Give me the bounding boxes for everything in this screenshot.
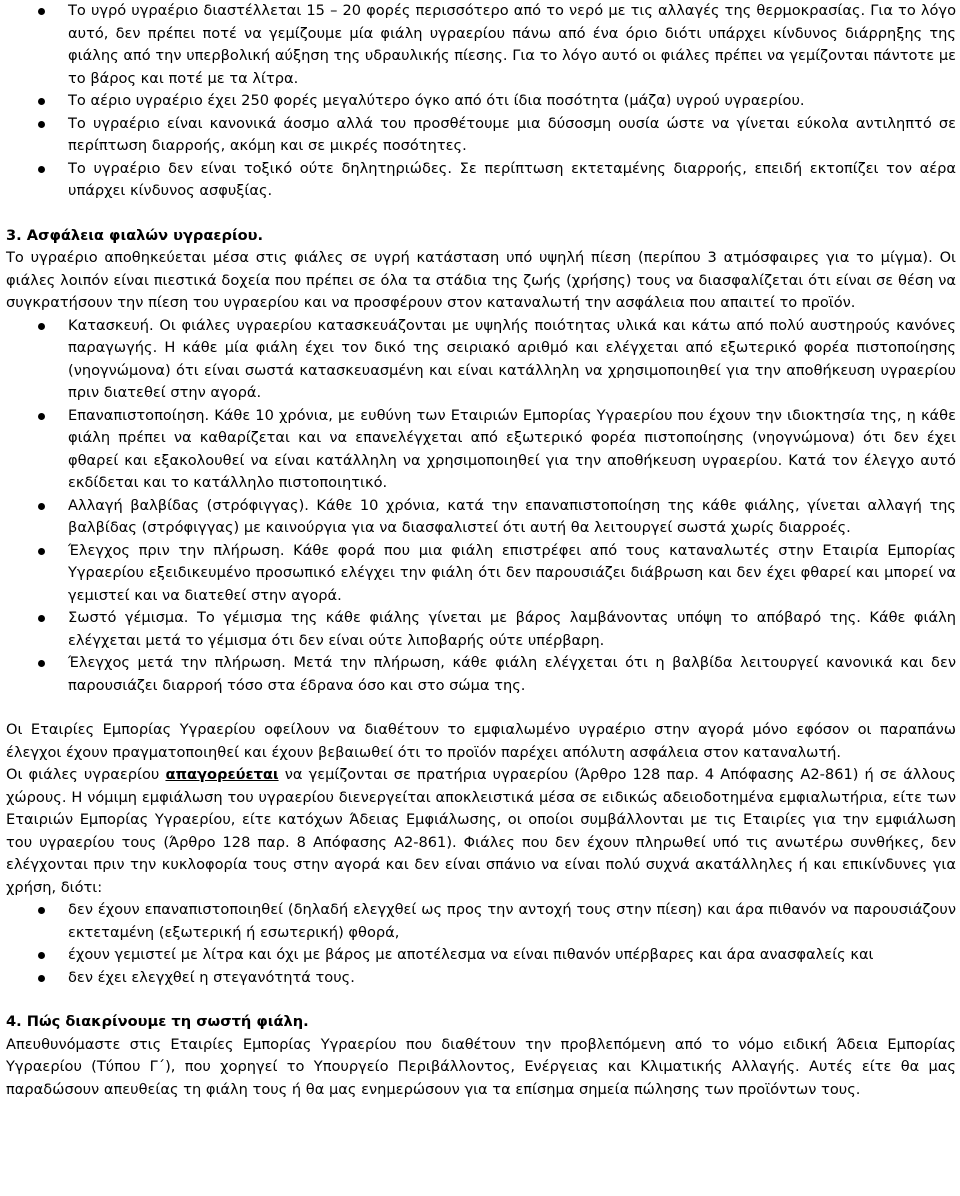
paragraph-text: Οι φιάλες υγραερίου	[6, 766, 166, 783]
list-item: Έλεγχος μετά την πλήρωση. Μετά την πλήρωση, κάθε φιάλη ελέγχεται ότι η βαλβίδα λειτουργεί κανονικά και δεν παρουσιάζει διαρροή τόσο στα έδρανα όσο και στο σώμα της.	[6, 652, 956, 697]
list-item: έχουν γεμιστεί με λίτρα και όχι με βάρος με αποτέλεσμα να είναι πιθανόν υπέρβαρες και άρα ανασφαλείς και	[6, 944, 956, 967]
properties-list	[6, 0, 956, 203]
list-item: Κατασκευή. Οι φιάλες υγραερίου κατασκευάζονται με υψηλής ποιότητας υλικά και κάτω από πολύ αυστηρούς κανόνες παραγωγής. Η κάθε μία φιάλη έχει τον δικό της σειριακό αριθμό και ελέγχεται από εξωτερικό φορέα πιστοποίησης (νηογνώμονα) ότι είναι σωστά κατασκευασμένη και είναι κατάλληλη να χρησιμοποιηθεί για την αποθήκευση υγραερίου πριν διατεθεί στην αγορά.	[6, 315, 956, 405]
list-item: Αλλαγή βαλβίδας (στρόφιγγας). Κάθε 10 χρόνια, κατά την επαναπιστοποίηση της κάθε φιάλης, γίνεται αλλαγή της βαλβίδας (στρόφιγγας) με καινούργια για να διασφαλιστεί ότι αυτή θα λειτουργεί σωστά χωρίς διαρροές.	[6, 495, 956, 540]
list-item: Σωστό γέμισμα. Το γέμισμα της κάθε φιάλης γίνεται με βάρος λαμβάνοντας υπόψη το απόβαρό της. Κάθε φιάλη ελέγχεται μετά το γέμισμα ότι δεν είναι ούτε λιποβαρής ούτε υπέρβαρη.	[6, 607, 956, 652]
list-item: δεν έχουν επαναπιστοποιηθεί (δηλαδή ελεγχθεί ως προς την αντοχή τους στην πίεση) και άρα πιθανόν να παρουσιάζουν εκτεταμένη (εξωτερική ή εσωτερική) φθορά,	[6, 899, 956, 944]
list-item: Το υγρό υγραέριο διαστέλλεται 15 – 20 φορές περισσότερο από το νερό με τις αλλαγές της θερμοκρασίας. Για το λόγο αυτό, δεν πρέπει ποτέ να γεμίζουμε μία φιάλη υγραερίου πάνω από ένα όριο διότι υπάρχει κίνδυνος διάρρηξης της φιάλης από την υπερβολική αύξηση της υδραυλικής πίεσης. Για το λόγο αυτό οι φιάλες πρέπει να γεμίζονται πάντοτε με το βάρος και ποτέ με τα λίτρα.	[6, 0, 956, 90]
prohibited-emphasis: απαγορεύεται	[165, 766, 279, 783]
section-4-heading: 4. Πώς διακρίνουμε τη σωστή φιάλη.	[6, 1013, 309, 1030]
list-item: Το αέριο υγραέριο έχει 250 φορές μεγαλύτερο όγκο από ότι ίδια ποσότητα (μάζα) υγρού υγραερίου.	[6, 90, 956, 113]
list-item: δεν έχει ελεγχθεί η στεγανότητά τους.	[6, 967, 956, 990]
refill-prohibition-paragraph	[6, 764, 956, 899]
list-item: Το υγραέριο είναι κανονικά άοσμο αλλά του προσθέτουμε μια δύσοσμη ουσία ώστε να γίνεται εύκολα αντιληπτό σε περίπτωση διαρροής, ακόμη και σε μικρές ποσότητες.	[6, 113, 956, 158]
reasons-list	[6, 899, 956, 989]
companies-obligation-paragraph: Οι Εταιρίες Εμπορίας Υγραερίου οφείλουν να διαθέτουν το εμφιαλωμένο υγραέριο στην αγορά μόνο εφόσον οι παραπάνω έλεγχοι έχουν πραγματοποιηθεί και έχουν βεβαιωθεί ότι το προϊόν παρέχει απόλυτη ασφάλεια στον καταναλωτή.	[6, 721, 956, 761]
section-3-heading: 3. Ασφάλεια φιαλών υγραερίου.	[6, 226, 264, 244]
section-4-text: Απευθυνόμαστε στις Εταιρίες Εμπορίας Υγραερίου που διαθέτουν την προβλεπόμενη από το νόμο ειδική Άδεια Εμπορίας Υγραερίου (Τύπου Γ΄), που χορηγεί το Υπουργείο Περιβάλλοντος, Ενέργειας και Κλιματικής Αλλαγής. Αυτές είτε θα μας παραδώσουν απευθείας τη φιάλη τους ή θα μας ενημερώσουν για τα επίσημα σημεία πώλησης των προϊόντων τους.	[6, 1035, 956, 1098]
list-item: Επαναπιστοποίηση. Κάθε 10 χρόνια, με ευθύνη των Εταιριών Εμπορίας Υγραερίου που έχουν την ιδιοκτησία της, η κάθε φιάλη πρέπει να καθαρίζεται και να επανελέγχεται από εξωτερικό φορέα πιστοποίησης (νηογνώμονα) ότι δεν έχει φθαρεί και εξακολουθεί να είναι κατάλληλη να χρησιμοποιηθεί για την αποθήκευση υγραερίου. Κατά τον έλεγχο αυτό εκδίδεται και το κατάλληλο πιστοποιητικό.	[6, 405, 956, 495]
paragraph-text: να γεμίζονται σε πρατήρια υγραερίου (Άρθρο 128 παρ. 4 Απόφασης Α2-861) ή σε άλλους χώρους. Η νόμιμη εμφιάλωση του υγραερίου διενεργείται αποκλειστικά μέσα σε ειδικώς αδειοδοτημένα εμφιαλωτήρια, είτε των Εταιριών Εμπορίας Υγραερίου, είτε κατόχων Άδειας Εμφιάλωσης, οι οποίοι συμβάλλονται με τις Εταιρίες για την εμφιάλωση του υγραερίου τους (Άρθρο 128 παρ. 8 Απόφασης Α2-861). Φιάλες που δεν έχουν πληρωθεί υπό τις ανωτέρω συνθήκες, δεν ελέγχονται πριν την κυκλοφορία τους στην αγορά και δεν είναι σπάνιο να είναι πολύ συχνά ακατάλληλες ή και επικίνδυνες για χρήση, διότι:	[6, 766, 956, 896]
list-item: Το υγραέριο δεν είναι τοξικό ούτε δηλητηριώδες. Σε περίπτωση εκτεταμένης διαρροής, επειδή εκτοπίζει τον αέρα υπάρχει κίνδυνος ασφυξίας.	[6, 158, 956, 203]
safety-checks-list	[6, 315, 956, 698]
list-item: Έλεγχος πριν την πλήρωση. Κάθε φορά που μια φιάλη επιστρέφει από τους καταναλωτές στην Εταιρία Εμπορίας Υγραερίου εξειδικευμένο προσωπικό ελέγχει την φιάλη ότι δεν παρουσιάζει διάβρωση και δεν έχει φθαρεί και μπορεί να γεμιστεί και να διατεθεί στην αγορά.	[6, 540, 956, 608]
section-3-intro: Το υγραέριο αποθηκεύεται μέσα στις φιάλες σε υγρή κατάσταση υπό υψηλή πίεση (περίπου 3 ατμόσφαιρες για το μίγμα). Οι φιάλες λοιπόν είναι πιεστικά δοχεία που πρέπει σε όλα τα στάδια της ζωής (χρήσης) τους να διασφαλίζεται ότι είναι σε θέση να συγκρατήσουν την πίεση του υγραερίου και να προσφέρουν στον καταναλωτή την ασφάλεια που απαιτεί το προϊόν.	[6, 249, 956, 311]
